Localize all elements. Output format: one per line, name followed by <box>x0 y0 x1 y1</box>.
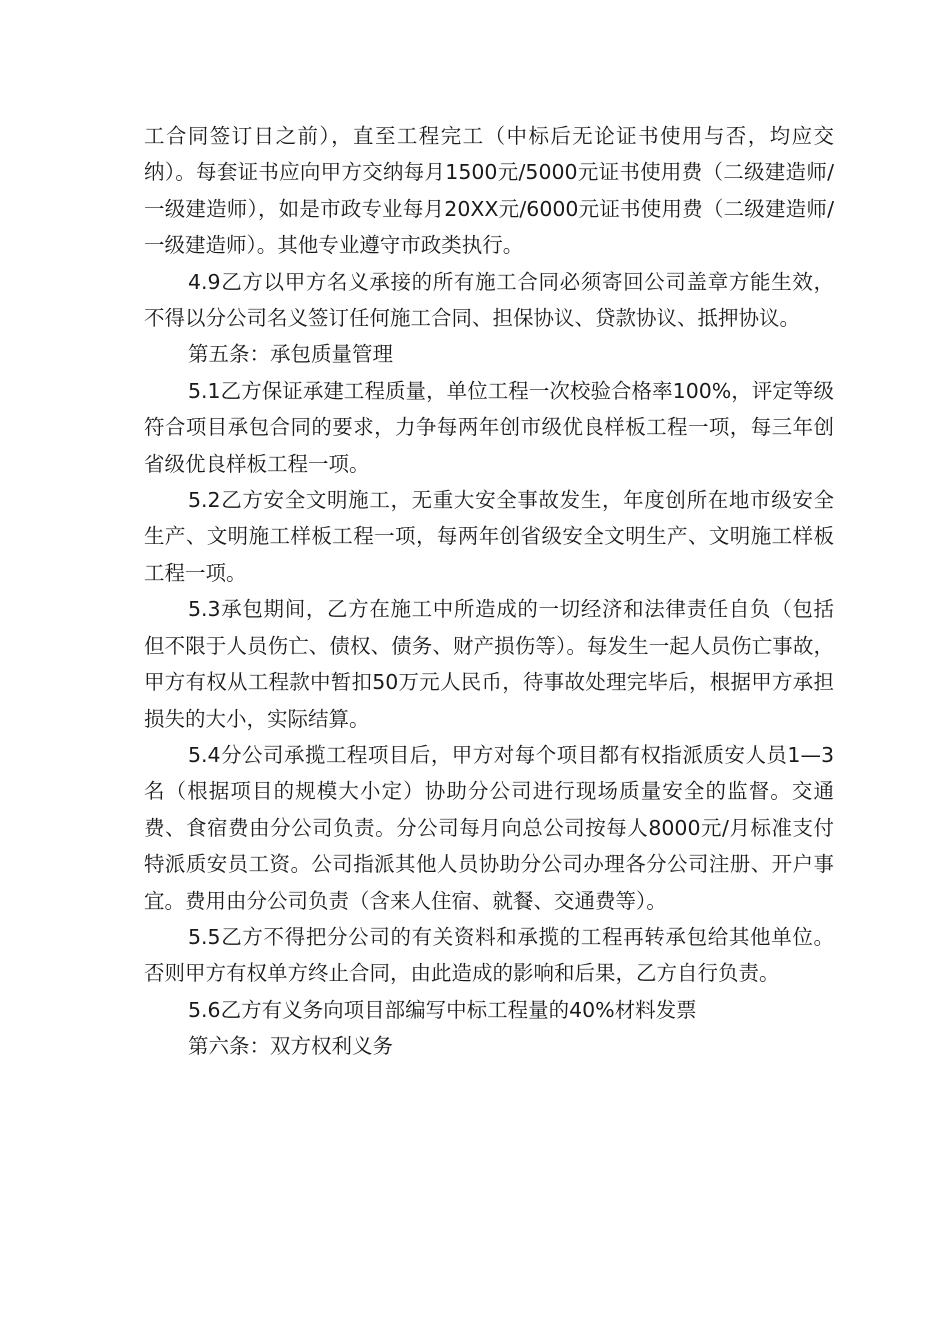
paragraph-4-9: 4.9乙方以甲方名义承接的所有施工合同必须寄回公司盖章方能生效，不得以分公司名义签订任何施工合同、担保协议、贷款协议、抵押协议。 <box>144 269 834 331</box>
paragraph-certificate-fee: 工合同签订日之前），直至工程完工（中标后无论证书使用与否，均应交纳）。每套证书应向甲方交纳每月1500元/5000元证书使用费（二级建造师/一级建造师），如是市政专业每月20XX元/6000元证书使用费（二级建造师/一级建造师）。其他专业遵守市政类执行。 <box>144 124 834 258</box>
paragraph-5-1: 5.1乙方保证承建工程质量，单位工程一次校验合格率100%，评定等级符合项目承包合同的要求，力争每两年创市级优良样板工程一项，每三年创省级优良样板工程一项。 <box>144 378 834 476</box>
paragraph-5-6: 5.6乙方有义务向项目部编写中标工程量的40%材料发票 <box>188 997 697 1022</box>
paragraph-5-4: 5.4分公司承揽工程项目后，甲方对每个项目都有权指派质安人员1—3名（根据项目的规模大小定）协助分公司进行现场质量安全的监督。交通费、食宿费由分公司负责。分公司每月向总公司按每人8000元/月标准支付特派质安员工资。公司指派其他人员协助分公司办理各分公司注册、开户事宜。费用由分公司负责（含来人住宿、就餐、交通费等）。 <box>144 742 834 913</box>
paragraph-5-2: 5.2乙方安全文明施工，无重大安全事故发生，年度创所在地市级安全生产、文明施工样板工程一项，每两年创省级安全文明生产、文明施工样板工程一项。 <box>144 488 834 585</box>
paragraph-5-3: 5.3承包期间，乙方在施工中所造成的一切经济和法律责任自负（包括但不限于人员伤亡、债权、债务、财产损伤等）。每发生一起人员伤亡事故，甲方有权从工程款中暂扣50万元人民币，待事故处理完毕后，根据甲方承担损失的大小，实际结算。 <box>144 597 834 731</box>
section-heading-article-5: 第五条：承包质量管理 <box>188 342 393 367</box>
section-heading-article-6: 第六条：双方权利义务 <box>188 1034 393 1059</box>
document-body <box>144 118 834 1065</box>
paragraph-5-5: 5.5乙方不得把分公司的有关资料和承揽的工程再转承包给其他单位。否则甲方有权单方终止合同，由此造成的影响和后果，乙方自行负责。 <box>144 924 834 986</box>
